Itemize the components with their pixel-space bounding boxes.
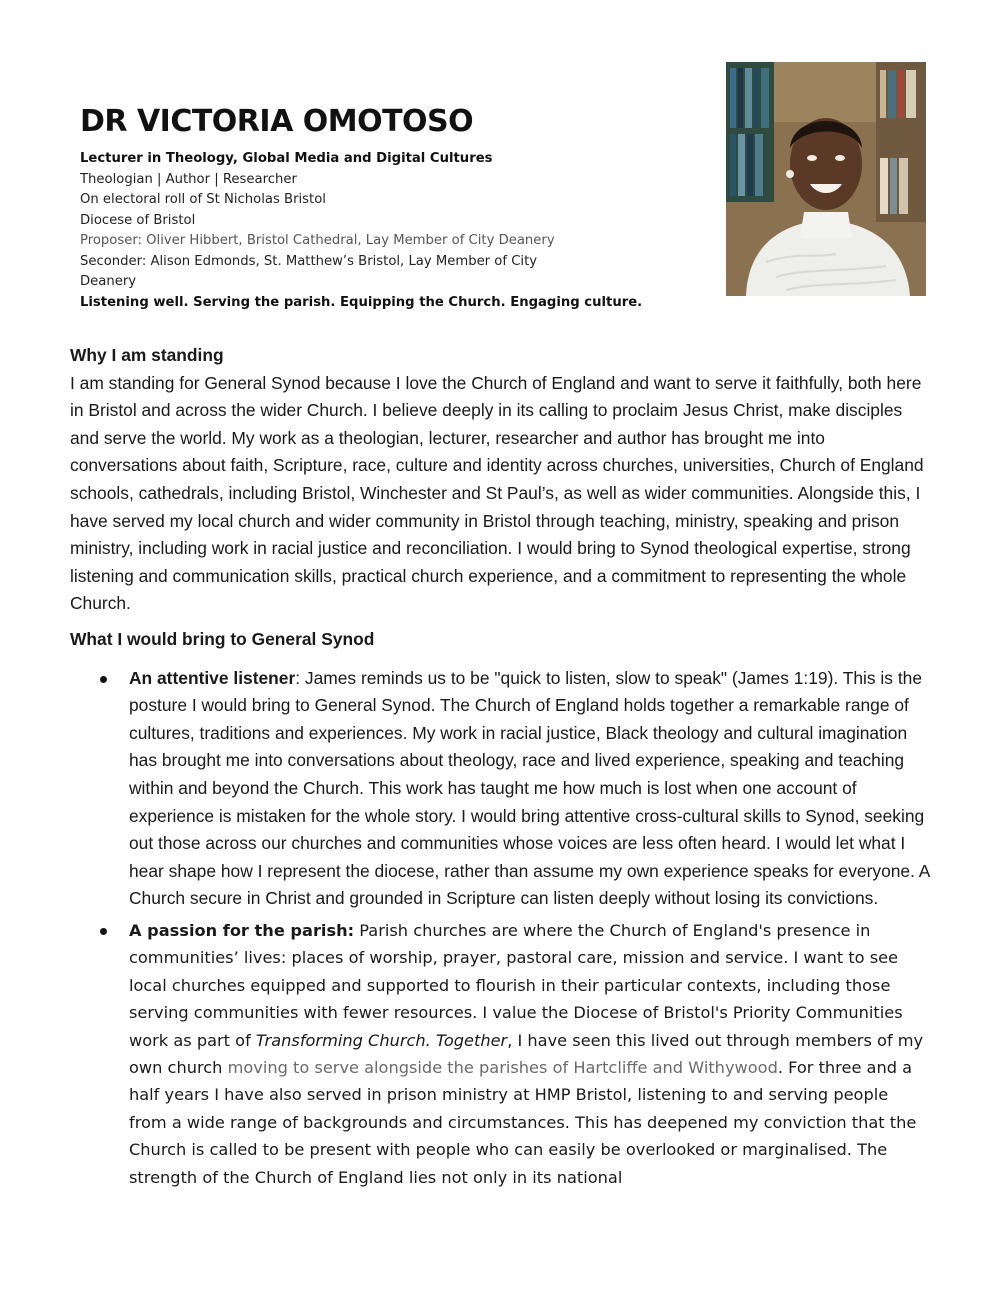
list-item <box>70 917 930 1191</box>
list-item-italic: Transforming Church. Together <box>255 1030 508 1050</box>
portrait-illustration <box>726 62 926 296</box>
list-item-text: : James reminds us to be "quick to listen, slow to speak" (James 1:19). This is the posture I would bring to General Synod. The Church of England holds together a remarkable range of cultures, traditions and experiences. My work in racial justice, Black theology and cultural imagination has brought me into conversations about theology, race and lived experience, speaking and teaching within and beyond the Church. This work has taught me how much is lost when one account of experience is mistaken for the whole story. I would bring attentive cross-cultural skills to Synod, seeking out those across our churches and communities whose voices are less often heard. I would let what I hear shape how I represent the diocese, rather than assume my own experience speaks for everyone. A Church secure in Christ and grounded in Scripture can listen deeply without losing its convictions. <box>129 667 930 909</box>
list-item-text: , I have seen this lived out through members of my own church <box>129 1030 924 1077</box>
bring-list <box>70 665 930 1191</box>
list-item-text: Parish churches are where the Church of England's presence in communities’ lives: places of worship, prayer, pastoral care, mission and service. I want to see local churches equipped and supported to flourish in their particular contexts, including those serving communities with fewer resources. I value the Diocese of Bristol's Priority Communities work as part of <box>129 920 903 1050</box>
candidate-name: DR VICTORIA OMOTOSO <box>80 104 474 139</box>
manifesto-body <box>70 342 930 1195</box>
candidate-tagline: Theologian | Author | Researcher <box>80 171 297 187</box>
candidate-role: Lecturer in Theology, Global Media and Digital Cultures <box>80 151 493 166</box>
candidate-header <box>80 104 700 313</box>
bullet-icon <box>100 676 107 683</box>
bring-heading: What I would bring to General Synod <box>70 628 375 649</box>
why-heading: Why I am standing <box>70 345 224 365</box>
candidate-details <box>80 149 700 313</box>
bullet-icon <box>100 928 107 935</box>
list-item-text: . For three and a half years I have also served in prison ministry at HMP Bristol, listening to and serving people from a wide range of backgrounds and circumstances. This has deepened my conviction that the Church is called to be present with people who can easily be overlooked or marginalised. The strength of the Church of England lies not only in its national <box>129 1057 917 1187</box>
seconder: Seconder: Alison Edmonds, St. Matthew’s Bristol, Lay Member of City Deanery <box>80 253 538 289</box>
diocese: Diocese of Bristol <box>80 212 196 228</box>
list-item-grey-text: moving to serve alongside the parishes of Hartcliffe and Withywood <box>227 1057 778 1077</box>
proposer: Proposer: Oliver Hibbert, Bristol Cathedral, Lay Member of City Deanery <box>80 233 555 248</box>
motto: Listening well. Serving the parish. Equipping the Church. Engaging culture. <box>80 294 643 310</box>
electoral-roll: On electoral roll of St Nicholas Bristol <box>80 192 326 207</box>
list-item-title: An attentive listener <box>129 667 296 688</box>
candidate-photo <box>726 62 926 296</box>
list-item <box>70 665 930 913</box>
list-item-title: A passion for the parish: <box>129 920 355 940</box>
why-paragraph: I am standing for General Synod because I love the Church of England and want to serve it faithfully, both here in Bristol and across the wider Church. I believe deeply in its calling to proclaim Jesus Christ, make disciples and serve the world. My work as a theologian, lecturer, researcher and author has brought me into conversations about faith, Scripture, race, culture and identity across churches, universities, Church of England schools, cathedrals, including Bristol, Winchester and St Paul’s, as well as wider communities. Alongside this, I have served my local church and wider community in Bristol through teaching, ministry, speaking and prison ministry, including work in racial justice and reconciliation. I would bring to Synod theological expertise, strong listening and communication skills, practical church experience, and a commitment to representing the whole Church. <box>70 372 924 614</box>
